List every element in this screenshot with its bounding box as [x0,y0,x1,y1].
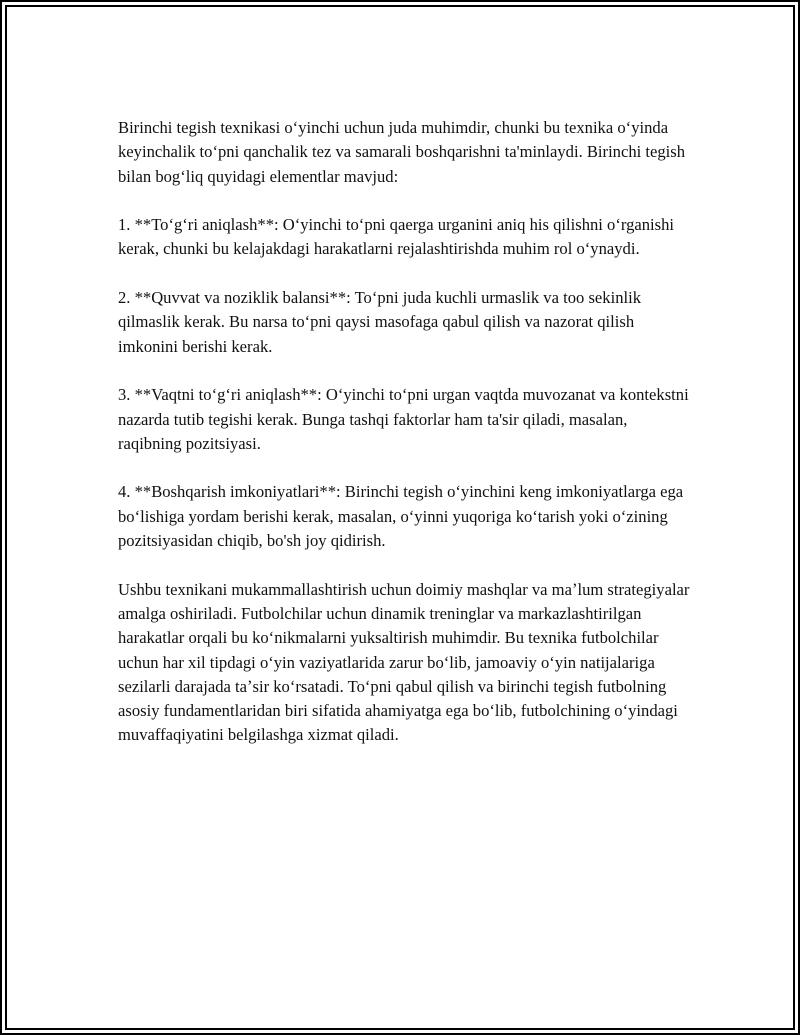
list-item-4-paragraph: 4. **Boshqarish imkoniyatlari**: Birinchi tegish oʻyinchini keng imkoniyatlarga ega boʻlishiga yordam berishi kerak, masalan, oʻyinni yuqoriga koʻtarish yoki oʻzining pozitsiyasidan chiqib, bo'sh joy qidirish. [118,482,684,551]
intro-paragraph: Birinchi tegish texnikasi oʻyinchi uchun juda muhimdir, chunki bu texnika oʻyinda keyinchalik toʻpni qanchalik tez va samarali boshqarishni ta'minlaydi. Birinchi tegish bilan bogʻliq quyidagi elementlar mavjud: [118,118,686,186]
list-item-2-paragraph: 2. **Quvvat va noziklik balansi**: Toʻpni juda kuchli urmaslik va too sekinlik qilmaslik kerak. Bu narsa toʻpni qaysi masofaga qabul qilish va nazorat qilish imkonini berishi kerak. [118,288,642,356]
list-item-3-paragraph: 3. **Vaqtni toʻgʻri aniqlash**: Oʻyinchi toʻpni urgan vaqtda muvozanat va kontekstni nazarda tutib tegishi kerak. Bunga tashqi faktorlar ham ta'sir qiladi, masalan, raqibning pozitsiyasi. [118,385,689,453]
list-item-1-paragraph: 1. **Toʻgʻri aniqlash**: Oʻyinchi toʻpni qaerga urganini aniq his qilishni oʻrganishi kerak, chunki bu kelajakdagi harakatlarni rejalashtirishda muhim rol oʻynaydi. [118,215,675,259]
document-body [118,116,693,748]
conclusion-paragraph: Ushbu texnikani mukammallashtirish uchun doimiy mashqlar va maʼlum strategiyalar amalga oshiriladi. Futbolchilar uchun dinamik treninglar va markazlashtirilgan harakatlar orqali bu koʻnikmalarni yuksaltirish muhimdir. Bu texnika futbolchilar uchun har xil tipdagi oʻyin vaziyatlarida zarur boʻlib, jamoaviy oʻyin natijalariga sezilarli darajada taʼsir koʻrsatadi. Toʻpni qabul qilish va birinchi tegish futbolning asosiy fundamentlaridan biri sifatida ahamiyatga ega boʻlib, futbolchining oʻyindagi muvaffaqiyatini belgilashga xizmat qiladi. [118,579,690,745]
